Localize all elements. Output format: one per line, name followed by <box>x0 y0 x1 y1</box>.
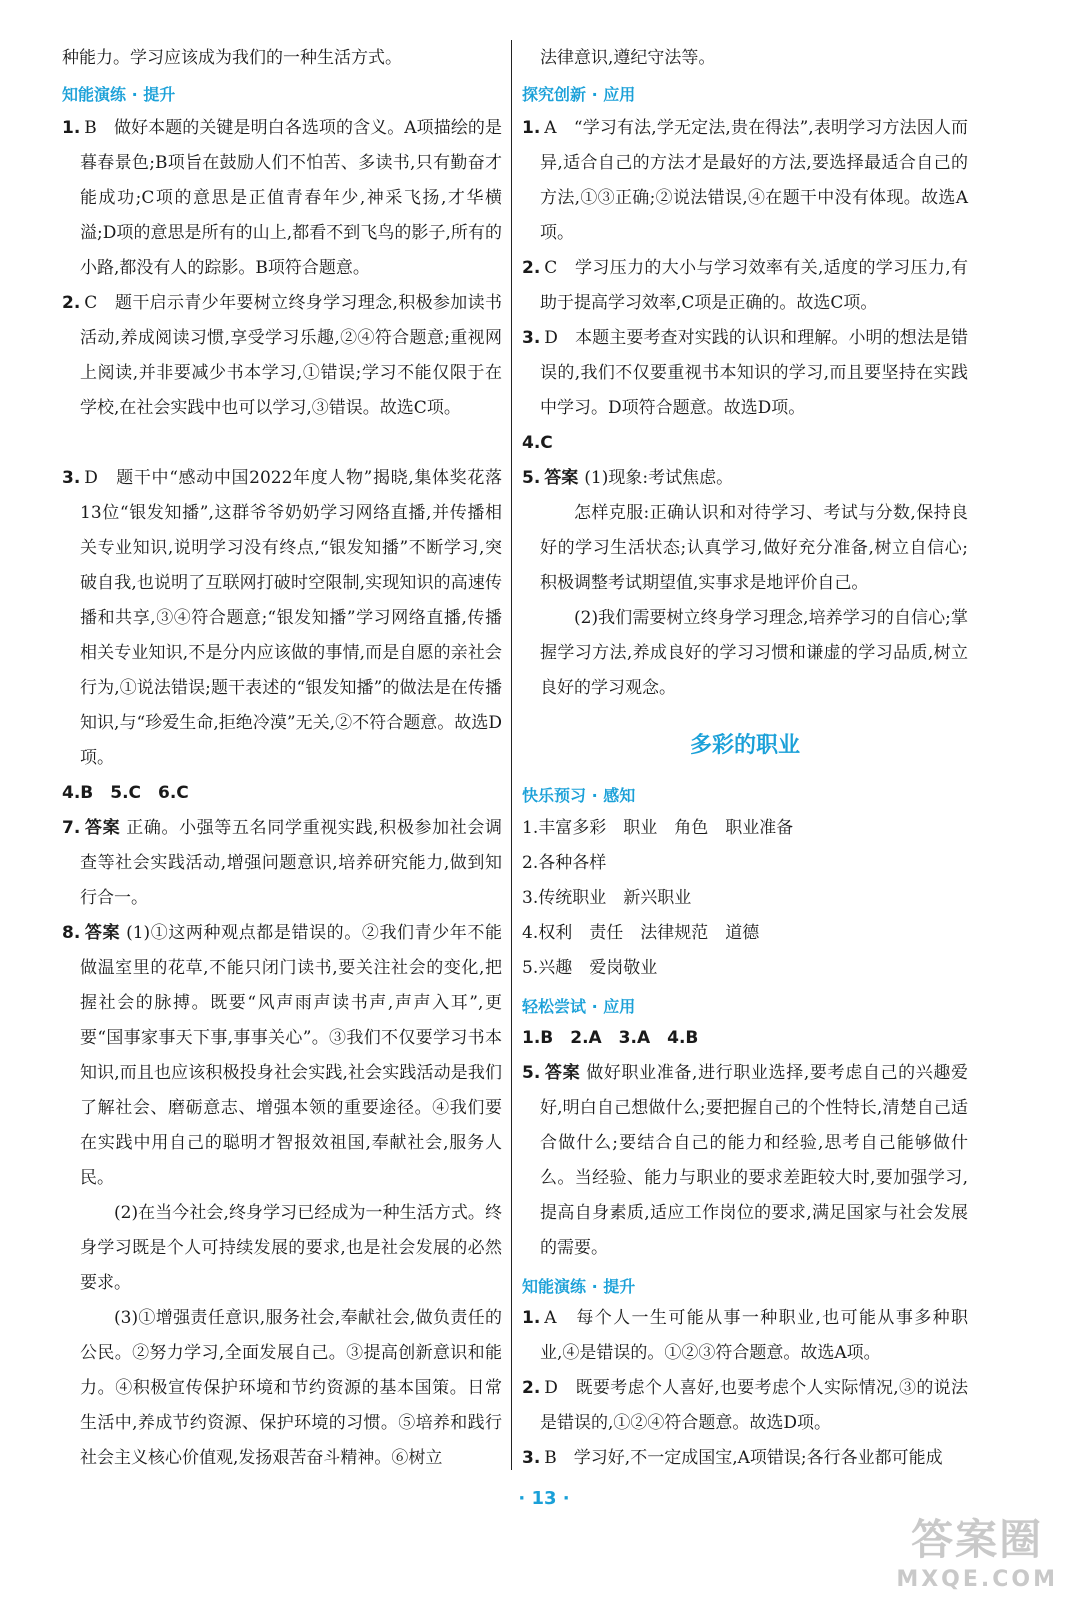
answer-item <box>62 461 502 776</box>
item-number: 8. <box>62 923 81 943</box>
answer-label: 答案 <box>544 1063 581 1083</box>
answer-label: 答案 <box>544 468 579 488</box>
lesson-title: 多彩的职业 <box>689 733 800 758</box>
text-line: 法律意识,遵纪守法等。 <box>540 48 716 68</box>
answer-item <box>522 1441 968 1476</box>
section-heading: 知能演练 · 提升 <box>522 1277 636 1296</box>
item-text: A 每个人一生可能从事一种职业,也可能从事多种职业,④是错误的。①②③符合题意。故选A项。 <box>540 1308 968 1363</box>
watermark-logo <box>896 1507 1058 1592</box>
item-text: 做好职业准备,进行职业选择,要考虑自己的兴趣爱好,明白自己想做什么;要把握自己的个性特长,清楚自己适合做什么;要结合自己的能力和经验,思考自己能够做什么。当经验、能力与职业的要求差距较大时,要加强学习,提高自身素质,适应工作岗位的要求,满足国家与社会发展的需要。 <box>540 1063 969 1258</box>
item-text: D 题干中“感动中国2022年度人物”揭晓,集体奖花落13位“银发知播”,这群爷爷奶奶学习网络直播,并传播相关专业知识,说明学习没有终点,“银发知播”不断学习,突破自我,也说明了互联网打破时空限制,实现知识的高速传播和共享,③④符合题意;“银发知播”学习网络直播,传播相关专业知识,不是分内应该做的事情,而是自愿的亲社会行为,①说法错误;题干表述的“银发知播”的做法是在传播知识,与“珍爱生命,拒绝冷漠”无关,②不符合题意。故选D项。 <box>80 468 502 768</box>
section-heading: 探究创新 · 应用 <box>522 85 636 104</box>
list-item: 4.权利 责任 法律规范 道德 <box>522 923 760 943</box>
item-number: 2. <box>62 293 81 313</box>
answer-item <box>62 286 502 426</box>
answer-item <box>62 111 502 286</box>
answer-item <box>522 461 968 496</box>
answer-paragraph: 怎样克服:正确认识和对待学习、考试与分数,保持良好的学习生活状态;认真学习,做好充分准备,树立自信心;积极调整考试期望值,实事求是地评价自己。 <box>540 503 968 593</box>
item-text: A “学习有法,学无定法,贵在得法”,表明学习方法因人而异,适合自己的方法才是最好的方法,要选择最适合自己的方法,①③正确;②说法错误,④在题干中没有体现。故选A项。 <box>540 118 968 243</box>
answer-paragraph: (2)在当今社会,终身学习已经成为一种生活方式。终身学习既是个人可持续发展的要求,也是社会发展的必然要求。 <box>80 1203 502 1293</box>
section-heading: 快乐预习 · 感知 <box>522 786 636 805</box>
answer-label: 答案 <box>84 923 121 943</box>
answer-item <box>522 111 968 251</box>
answer-item: 4.C <box>522 433 553 453</box>
item-text: D 既要考虑个人喜好,也要考虑个人实际情况,③的说法是错误的,①②④符合题意。故选D项。 <box>540 1378 968 1433</box>
answer-paragraph: (2)我们需要树立终身学习理念,培养学习的自信心;掌握学习方法,养成良好的学习习惯和谦虚的学习品质,树立良好的学习观念。 <box>540 608 968 698</box>
item-text: B 学习好,不一定成国宝,A项错误;各行各业都可能成 <box>544 1448 943 1468</box>
answer-item <box>62 916 502 1196</box>
item-number: 1. <box>522 1308 541 1328</box>
item-text: C 题干启示青少年要树立终身学习理念,积极参加读书活动,养成阅读习惯,享受学习乐趣,②④符合题意;重视网上阅读,并非要减少书本学习,①错误;学习不能仅限于在学校,在社会实践中也可以学习,③错误。故选C项。 <box>80 293 502 418</box>
item-number: 5. <box>522 468 541 488</box>
answer-label: 答案 <box>84 818 121 838</box>
answer-item <box>522 251 968 321</box>
answer-item <box>62 811 502 916</box>
answer-item <box>522 1301 968 1371</box>
column-divider <box>511 40 512 1470</box>
item-text: (1)现象:考试焦虑。 <box>584 468 734 488</box>
list-item: 2.各种各样 <box>522 853 607 873</box>
item-text: (1)①这两种观点都是错误的。②我们青少年不能做温室里的花草,不能只闭门读书,要关注社会的变化,把握社会的脉搏。既要“风声雨声读书声,声声入耳”,更要“国事家事天下事,事事关心”。③我们不仅要学习书本知识,而且也应该积极投身社会实践,社会实践活动是我们了解社会、磨砺意志、增强本领的重要途径。④我们要在实践中用自己的聪明才智报效祖国,奉献社会,服务人民。 <box>80 923 502 1188</box>
list-item: 1.丰富多彩 职业 角色 职业准备 <box>522 818 794 838</box>
list-item: 3.传统职业 新兴职业 <box>522 888 692 908</box>
watermark-url: MXQE.COM <box>896 1567 1058 1592</box>
item-number: 5. <box>522 1063 541 1083</box>
item-number: 3. <box>62 468 81 488</box>
answer-item <box>522 1371 968 1441</box>
list-item: 1.B 2.A 3.A 4.B <box>522 1028 699 1048</box>
watermark-text: 答案圈 <box>911 1515 1044 1564</box>
item-text: 正确。小强等五名同学重视实践,积极参加社会调查等社会实践活动,增强问题意识,培养研究能力,做到知行合一。 <box>80 818 503 908</box>
answer-item <box>522 1056 968 1266</box>
item-text: D 本题主要考查对实践的认识和理解。小明的想法是错误的,我们不仅要重视书本知识的学习,而且要坚持在实践中学习。D项符合题意。故选D项。 <box>540 328 968 418</box>
list-item: 5.兴趣 爱岗敬业 <box>522 958 658 978</box>
item-text: B 做好本题的关键是明白各选项的含义。A项描绘的是暮春景色;B项旨在鼓励人们不怕苦、多读书,只有勤奋才能成功;C项的意思是正值青春年少,神采飞扬,才华横溢;D项的意思是所有的山上,都看不到飞鸟的影子,所有的小路,都没有人的踪影。B项符合题意。 <box>80 118 502 278</box>
item-number: 2. <box>522 258 541 278</box>
text-line: 种能力。学习应该成为我们的一种生活方式。 <box>62 48 402 68</box>
item-number: 1. <box>522 118 541 138</box>
section-heading: 轻松尝试 · 应用 <box>522 997 636 1016</box>
answer-item: 4.B 5.C 6.C <box>62 783 189 803</box>
item-number: 2. <box>522 1378 541 1398</box>
item-number: 3. <box>522 328 541 348</box>
answer-item <box>522 321 968 426</box>
item-text: C 学习压力的大小与学习效率有关,适度的学习压力,有助于提高学习效率,C项是正确的。故选C项。 <box>540 258 968 313</box>
item-number: 7. <box>62 818 81 838</box>
item-number: 1. <box>62 118 81 138</box>
answer-paragraph: (3)①增强责任意识,服务社会,奉献社会,做负责任的公民。②努力学习,全面发展自己。③提高创新意识和能力。④积极宣传保护环境和节约资源的基本国策。日常生活中,养成节约资源、保护环境的习惯。⑤培养和践行社会主义核心价值观,发扬艰苦奋斗精神。⑥树立 <box>80 1308 502 1468</box>
item-number: 3. <box>522 1448 541 1468</box>
section-heading: 知能演练 · 提升 <box>62 85 176 104</box>
page-number: · 13 · <box>518 1488 570 1509</box>
